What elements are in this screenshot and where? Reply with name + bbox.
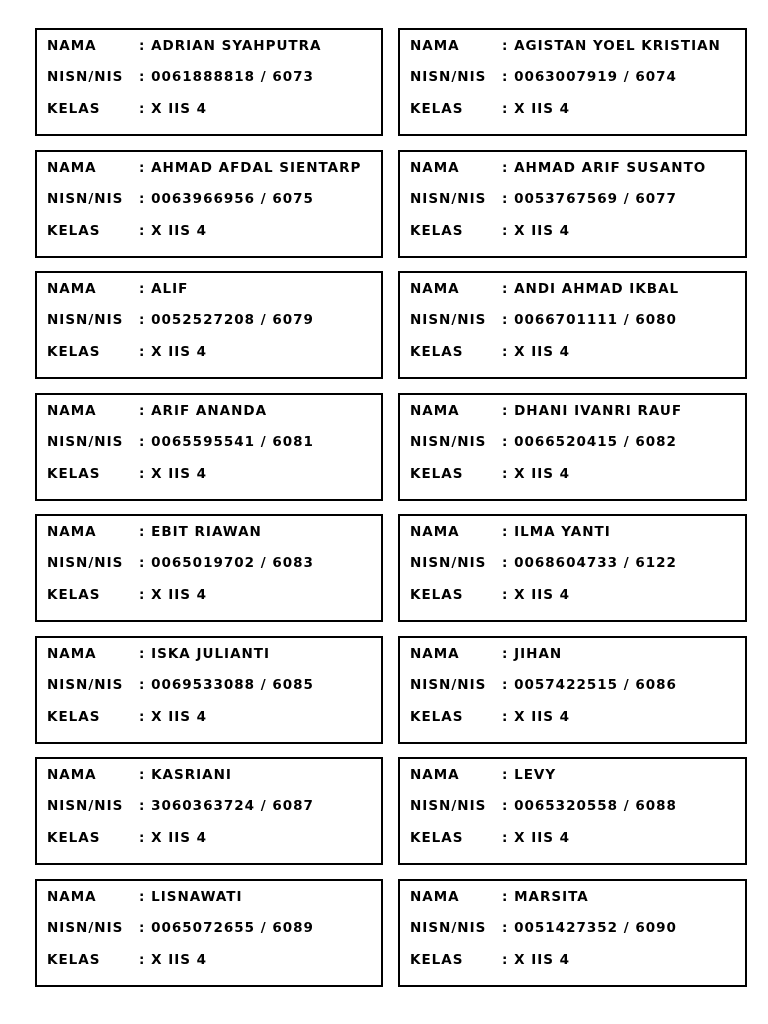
nama-field-label: NAMA — [47, 524, 97, 540]
nisn-field-value: : 0061888818 / 6073 — [139, 69, 314, 85]
kelas-row — [47, 708, 377, 726]
nisn-field-label: NISN/NIS — [410, 676, 487, 693]
kelas-field-label: KELAS — [47, 344, 101, 360]
student-label-card — [398, 879, 747, 987]
nisn-row — [47, 919, 377, 937]
kelas-field-value: : X IIS 4 — [502, 101, 571, 117]
student-label-card — [398, 757, 747, 865]
kelas-field-value: : X IIS 4 — [139, 465, 208, 482]
kelas-field-label: KELAS — [410, 222, 464, 239]
nama-field-value: : AHMAD ARIF SUSANTO — [502, 159, 707, 176]
nama-field-value: : AHMAD AFDAL SIENTARP — [139, 159, 362, 176]
nama-row — [47, 280, 377, 298]
nisn-field-label: NISN/NIS — [47, 312, 124, 328]
kelas-field-value: : X IIS 4 — [139, 587, 208, 603]
nisn-field-label: NISN/NIS — [410, 312, 487, 328]
student-label-card — [35, 150, 383, 258]
kelas-row — [47, 343, 377, 361]
label-sheet — [35, 28, 747, 987]
nama-field-label: NAMA — [410, 524, 460, 540]
nisn-field-value: : 0052527208 / 6079 — [139, 312, 314, 328]
kelas-field-value: : X IIS 4 — [502, 708, 571, 725]
student-label-card — [35, 271, 383, 379]
nisn-row — [47, 433, 377, 451]
nama-row — [47, 523, 377, 541]
nisn-field-value: : 0065595541 / 6081 — [139, 433, 314, 450]
kelas-row — [410, 100, 741, 118]
nama-field-value: : ISKA JULIANTI — [139, 645, 271, 662]
nama-field-label: NAMA — [410, 888, 460, 905]
student-label-card — [35, 879, 383, 987]
nisn-row — [410, 433, 741, 451]
kelas-field-label: KELAS — [410, 587, 464, 603]
kelas-row — [410, 343, 741, 361]
student-label-card — [398, 271, 747, 379]
nama-row — [410, 402, 741, 420]
student-label-card — [35, 28, 383, 136]
kelas-field-label: KELAS — [410, 465, 464, 482]
kelas-field-label: KELAS — [47, 465, 101, 482]
kelas-field-value: : X IIS 4 — [502, 344, 571, 360]
nama-field-label: NAMA — [47, 281, 97, 297]
kelas-row — [410, 708, 741, 726]
nisn-field-label: NISN/NIS — [410, 69, 487, 85]
kelas-row — [47, 100, 377, 118]
nama-field-label: NAMA — [410, 281, 460, 297]
nama-field-label: NAMA — [410, 402, 460, 419]
student-label-card — [35, 757, 383, 865]
nisn-row — [410, 190, 741, 208]
nama-field-value: : ILMA YANTI — [502, 524, 611, 540]
nama-field-label: NAMA — [410, 645, 460, 662]
nisn-field-label: NISN/NIS — [47, 69, 124, 85]
nama-field-label: NAMA — [410, 38, 460, 54]
nama-row — [410, 645, 741, 663]
kelas-field-value: : X IIS 4 — [502, 830, 571, 846]
nama-row — [47, 37, 377, 55]
nisn-row — [410, 919, 741, 937]
kelas-field-value: : X IIS 4 — [502, 465, 571, 482]
nisn-field-value: : 0066520415 / 6082 — [502, 433, 677, 450]
kelas-field-value: : X IIS 4 — [139, 222, 208, 239]
nisn-field-value: : 0063966956 / 6075 — [139, 190, 314, 207]
nama-row — [410, 37, 741, 55]
kelas-field-label: KELAS — [410, 708, 464, 725]
student-label-card — [398, 514, 747, 622]
kelas-field-value: : X IIS 4 — [139, 344, 208, 360]
nisn-row — [47, 676, 377, 694]
nisn-field-value: : 0051427352 / 6090 — [502, 919, 677, 936]
nisn-field-label: NISN/NIS — [410, 798, 487, 814]
student-label-card — [35, 636, 383, 744]
nisn-field-label: NISN/NIS — [47, 919, 124, 936]
nama-field-value: : MARSITA — [502, 888, 589, 905]
kelas-row — [410, 586, 741, 604]
nama-row — [47, 888, 377, 906]
nisn-row — [410, 554, 741, 572]
kelas-field-label: KELAS — [47, 951, 101, 968]
nama-field-value: : ANDI AHMAD IKBAL — [502, 281, 680, 297]
nisn-field-value: : 0069533088 / 6085 — [139, 676, 314, 693]
nisn-field-label: NISN/NIS — [47, 798, 124, 814]
kelas-row — [410, 222, 741, 240]
kelas-field-label: KELAS — [410, 830, 464, 846]
kelas-row — [47, 829, 377, 847]
kelas-field-label: KELAS — [47, 101, 101, 117]
nama-row — [410, 888, 741, 906]
nisn-row — [47, 797, 377, 815]
kelas-row — [410, 951, 741, 969]
nisn-field-value: : 0063007919 / 6074 — [502, 69, 677, 85]
kelas-field-value: : X IIS 4 — [139, 101, 208, 117]
nama-field-value: : DHANI IVANRI RAUF — [502, 402, 683, 419]
kelas-row — [47, 465, 377, 483]
nisn-row — [47, 311, 377, 329]
nama-row — [47, 402, 377, 420]
nama-field-label: NAMA — [47, 645, 97, 662]
nama-field-label: NAMA — [47, 888, 97, 905]
nisn-field-value: : 0065072655 / 6089 — [139, 919, 314, 936]
nama-field-label: NAMA — [47, 767, 97, 783]
nisn-row — [47, 190, 377, 208]
kelas-row — [47, 951, 377, 969]
student-label-card — [398, 150, 747, 258]
nisn-field-value: : 0068604733 / 6122 — [502, 555, 677, 571]
kelas-field-label: KELAS — [410, 101, 464, 117]
nisn-field-value: : 0053767569 / 6077 — [502, 190, 677, 207]
nisn-row — [410, 676, 741, 694]
nisn-field-label: NISN/NIS — [410, 555, 487, 571]
nisn-row — [410, 797, 741, 815]
nisn-field-label: NISN/NIS — [410, 190, 487, 207]
nama-row — [410, 523, 741, 541]
nama-row — [47, 766, 377, 784]
nisn-row — [47, 68, 377, 86]
nisn-row — [47, 554, 377, 572]
nisn-row — [410, 68, 741, 86]
nisn-field-label: NISN/NIS — [47, 433, 124, 450]
kelas-field-label: KELAS — [47, 708, 101, 725]
kelas-field-value: : X IIS 4 — [139, 708, 208, 725]
kelas-field-value: : X IIS 4 — [139, 830, 208, 846]
nama-field-value: : ARIF ANANDA — [139, 402, 268, 419]
nisn-field-label: NISN/NIS — [47, 555, 124, 571]
kelas-row — [410, 829, 741, 847]
kelas-field-label: KELAS — [47, 830, 101, 846]
nama-field-value: : EBIT RIAWAN — [139, 524, 262, 540]
kelas-field-value: : X IIS 4 — [502, 951, 571, 968]
nama-row — [410, 280, 741, 298]
kelas-field-label: KELAS — [47, 587, 101, 603]
kelas-row — [47, 586, 377, 604]
nama-field-label: NAMA — [47, 159, 97, 176]
nama-field-label: NAMA — [410, 767, 460, 783]
nisn-field-label: NISN/NIS — [47, 676, 124, 693]
nama-row — [410, 159, 741, 177]
nama-row — [47, 645, 377, 663]
nisn-field-value: : 0065019702 / 6083 — [139, 555, 314, 571]
nama-field-value: : JIHAN — [502, 645, 563, 662]
nama-field-value: : KASRIANI — [139, 767, 232, 783]
kelas-field-value: : X IIS 4 — [502, 587, 571, 603]
kelas-field-value: : X IIS 4 — [502, 222, 571, 239]
nama-field-value: : AGISTAN YOEL KRISTIAN — [502, 38, 721, 54]
nama-field-label: NAMA — [410, 159, 460, 176]
kelas-row — [410, 465, 741, 483]
nisn-field-label: NISN/NIS — [410, 919, 487, 936]
nama-field-value: : ADRIAN SYAHPUTRA — [139, 38, 322, 54]
nama-field-value: : LISNAWATI — [139, 888, 243, 905]
nama-row — [410, 766, 741, 784]
kelas-field-value: : X IIS 4 — [139, 951, 208, 968]
nama-field-label: NAMA — [47, 38, 97, 54]
student-label-card — [398, 28, 747, 136]
student-label-card — [398, 393, 747, 501]
kelas-row — [47, 222, 377, 240]
nama-field-label: NAMA — [47, 402, 97, 419]
kelas-field-label: KELAS — [410, 951, 464, 968]
nisn-row — [410, 311, 741, 329]
nisn-field-value: : 0057422515 / 6086 — [502, 676, 677, 693]
nisn-field-value: : 0066701111 / 6080 — [502, 312, 677, 328]
nama-field-value: : ALIF — [139, 281, 189, 297]
nisn-field-value: : 0065320558 / 6088 — [502, 798, 677, 814]
student-label-card — [35, 514, 383, 622]
nisn-field-label: NISN/NIS — [410, 433, 487, 450]
kelas-field-label: KELAS — [47, 222, 101, 239]
nisn-field-value: : 3060363724 / 6087 — [139, 798, 314, 814]
kelas-field-label: KELAS — [410, 344, 464, 360]
student-label-card — [35, 393, 383, 501]
nama-field-value: : LEVY — [502, 767, 557, 783]
nisn-field-label: NISN/NIS — [47, 190, 124, 207]
student-label-card — [398, 636, 747, 744]
nama-row — [47, 159, 377, 177]
